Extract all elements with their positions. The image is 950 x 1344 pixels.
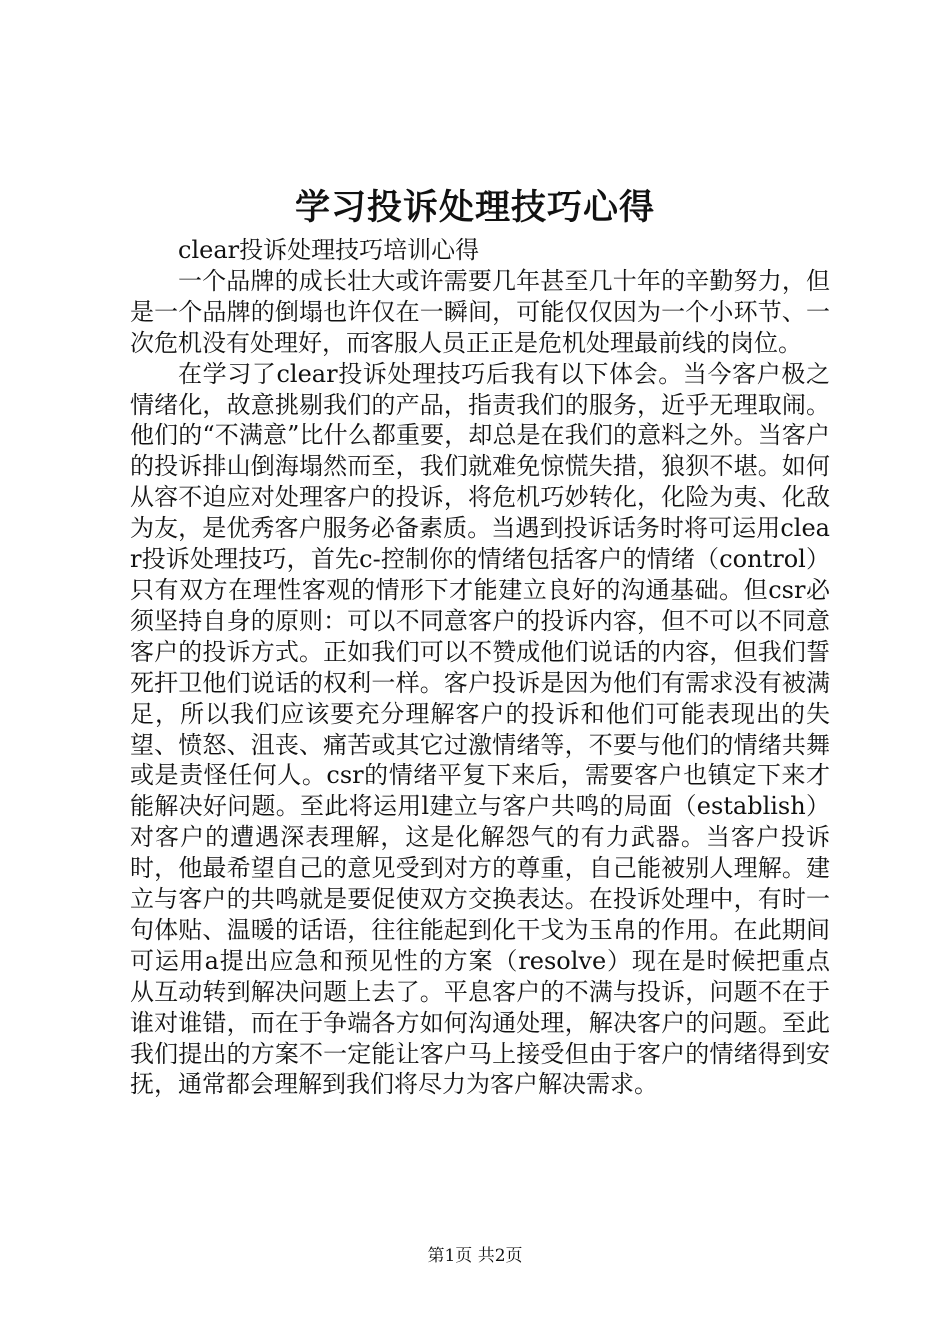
paragraph-2: 在学习了clear投诉处理技巧后我有以下体会。当今客户极之情绪化，故意挑剔我们的产品，指责我们的服务，近乎无理取闹。他们的“不满意”比什么都重要，却总是在我们的意料之外。当客户的投诉排山倒海塌然而至，我们就难免惊慌失措，狼狈不堪。如何从容不迫应对处理客户的投诉，将危机巧妙转化，化险为夷、化敌为友，是优秀客户服务必备素质。当遇到投诉话务时将可运用clear投诉处理技巧，首先c-控制你的情绪包括客户的情绪（control）只有双方在理性客观的情形下才能建立良好的沟通基础。但csr必须坚持自身的原则：可以不同意客户的投诉内容，但不可以不同意客户的投诉方式。正如我们可以不赞成他们说话的内容，但我们誓死扞卫他们说话的权利一样。客户投诉是因为他们有需求没有被满足，所以我们应该要充分理解客户的投诉和他们可能表现出的失望、愤怒、沮丧、痛苦或其它过激情绪等，不要与他们的情绪共舞或是责怪任何人。csr的情绪平复下来后，需要客户也镇定下来才能解决好问题。至此将运用l建立与客户共鸣的局面（establish）对客户的遭遇深表理解，这是化解怨气的有力武器。当客户投诉时，他最希望自己的意见受到对方的尊重，自己能被别人理解。建立与客户的共鸣就是要促使双方交换表达。在投诉处理中，有时一句体贴、温暖的话语，往往能起到化干戈为玉帛的作用。在此期间可运用a提出应急和预见性的方案（resolve）现在是时候把重点从互动转到解决问题上去了。平息客户的不满与投诉，问题不在于谁对谁错，而在于争端各方如何沟通处理，解决客户的问题。至此我们提出的方案不一定能让客户马上接受但由于客户的情绪得到安抚，通常都会理解到我们将尽力为客户解决需求。 (130, 359, 830, 1099)
page-number-footer: 第1页 共2页 (427, 1246, 523, 1266)
document-body (130, 235, 830, 1100)
paragraph-1: 一个品牌的成长壮大或许需要几年甚至几十年的辛勤努力，但是一个品牌的倒塌也许仅在一瞬间，可能仅仅因为一个小环节、一次危机没有处理好，而客服人员正正是危机处理最前线的岗位。 (130, 266, 830, 357)
document-title: 学习投诉处理技巧心得 (294, 187, 655, 228)
document-subtitle: clear投诉处理技巧培训心得 (178, 236, 480, 264)
